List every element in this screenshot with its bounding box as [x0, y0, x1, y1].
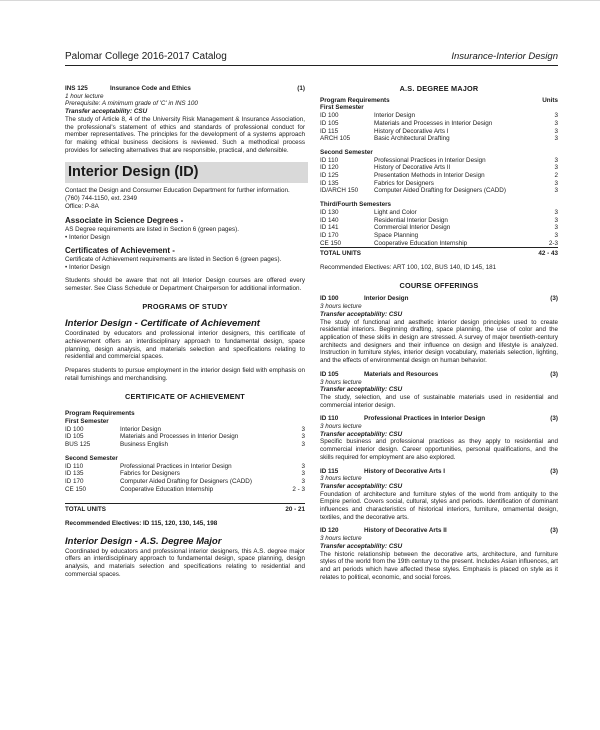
requirements-label: Program Requirements [65, 410, 135, 418]
recommended-electives: Recommended Electives: ID 115, 120, 130, 145, 198 [65, 520, 218, 528]
table-row: ID 170 Computer Aided Drafting for Designers (CADD) 3 [65, 477, 305, 485]
table-row: ID 135 Fabrics for Designers 3 [65, 470, 305, 478]
course-transfer: Transfer acceptability: CSU [320, 482, 403, 490]
recommended-electives: Recommended Electives: ART 100, 102, BUS 140, ID 145, 181 [320, 264, 497, 272]
course-heading-id110: ID 110 Professional Practices in Interior Design (3) [320, 415, 558, 423]
units-label: Units [542, 96, 558, 104]
table-row: ID 115 History of Decorative Arts I 3 [320, 127, 558, 135]
table-row: ID 105 Materials and Processes in Interior Design 3 [320, 119, 558, 127]
programs-heading: PROGRAMS OF STUDY [142, 301, 228, 311]
table-row: BUS 125 Business English 3 [65, 441, 305, 449]
department-contact: Contact the Design and Consumer Education Department for further information. [65, 187, 290, 195]
course-hours: 3 hours lecture [320, 423, 362, 431]
course-description: The study of Article 8, 4 of the University Risk Management & Insurance Association, the professional's statement of ethics and standards of professional conduct for member representatives. The principles for the development of a systems approach for making ethical business decisions is reviewed. Such a methodical process provides for selecting alternatives that are responsible, practical, and defensible. [65, 115, 305, 154]
total-units-label: TOTAL UNITS [65, 506, 106, 514]
course-hours: 3 hours lecture [320, 475, 362, 483]
department-note: Students should be aware that not all Interior Design courses are offered every semester. See Class Schedule or Department Chairperson for additional information. [65, 277, 305, 292]
table-row: ID 170 Space Planning 3 [320, 231, 558, 239]
total-units-row [320, 247, 558, 258]
table-row: ID 140 Residential Interior Design 3 [320, 216, 558, 224]
second-semester-label: Second Semester [320, 148, 373, 156]
course-transfer: Transfer acceptability: CSU [320, 386, 403, 394]
third-fourth-semester-label: Third/Fourth Semesters [320, 201, 392, 209]
course-heading-id120: ID 120 History of Decorative Arts II (3) [320, 527, 558, 535]
course-hours: 3 hours lecture [320, 378, 362, 386]
course-title: Insurance Code and Ethics [110, 85, 191, 92]
course-heading-id115: ID 115 History of Decorative Arts I (3) [320, 467, 558, 475]
section-title: Insurance-Interior Design [451, 51, 558, 62]
requirements-header [320, 97, 558, 105]
table-row: ID 105 Materials and Processes in Interior Design 3 [65, 433, 305, 441]
course-transfer: Transfer acceptability: CSU [320, 310, 403, 318]
course-code: INS 125 [65, 85, 88, 92]
total-units-value: 42 - 43 [538, 250, 558, 258]
as-degree-major-heading: A.S. DEGREE MAJOR [399, 84, 479, 93]
course-offerings-heading: COURSE OFFERINGS [399, 280, 479, 290]
second-semester-label: Second Semester [65, 454, 118, 462]
course-transfer: Transfer acceptability: CSU [320, 542, 403, 550]
department-phone: (760) 744-1150, ext. 2349 [65, 195, 137, 203]
course-description: Specific business and professional practices as they apply to residential and commercial interior design. Career opportunities, personal qualifications, and the skills required for employment are also explored. [320, 438, 558, 461]
table-row: CE 150 Cooperative Education Internship 2 - 3 [65, 485, 305, 493]
course-heading-ins125 [65, 85, 305, 93]
requirements-label: Program Requirements [320, 96, 390, 104]
certificate-bullet: • Interior Design [65, 263, 110, 271]
certificate-of-achievement-heading: CERTIFICATE OF ACHIEVEMENT [125, 391, 245, 401]
first-semester-label: First Semester [65, 417, 109, 425]
course-description: The study of functional and aesthetic interior design principles used to create residential interiors. Beginning drafting, space planning, the use of color and the application of these skills in design are stressed. A survey of major twentieth-century architects and designers and their influence on design and lifestyle is analyzed. Instruction in furniture styles, interior design vocabulary, materials selection, lighting, and the effects of environmental design on human behavior. [320, 318, 558, 365]
table-row: ID 120 History of Decorative Arts II 3 [320, 164, 558, 172]
course-hours: 3 hours lecture [320, 535, 362, 543]
certificate-description: Coordinated by educators and professional interior designers, this certificate of achievement offers an interdisciplinary approach to fundamental design, space planning, design analysis, and materials selection and specifications relating to residential and commercial spaces. [65, 330, 305, 361]
table-row: ARCH 105 Basic Architectural Drafting 3 [320, 135, 558, 143]
certificate-title: Interior Design - Certificate of Achievement [65, 318, 260, 330]
table-row: ID 100 Interior Design 3 [320, 112, 558, 120]
department-office: Office: P-8A [65, 202, 99, 210]
table-row: ID 141 Commercial Interior Design 3 [320, 224, 558, 232]
table-row: ID/ARCH 150 Computer Aided Drafting for Designers (CADD) 3 [320, 187, 558, 195]
department-banner: Interior Design (ID) [65, 162, 308, 183]
certificate-text: Certificate of Achievement requirements are listed in Section 6 (green pages). [65, 255, 282, 263]
course-heading-id100: ID 100 Interior Design (3) [320, 295, 558, 303]
course-description: Foundation of architecture and furniture styles of the world from antiquity to the Empire period. Covers social, cultural, styles and periods. Identification of dominant influences and characteristics of historical interiors, furniture, ornamental design, textiles, and the decorative arts. [320, 490, 558, 521]
table-row: ID 125 Presentation Methods in Interior Design 2 [320, 172, 558, 180]
table-row: CE 150 Cooperative Education Internship 2-3 [320, 239, 558, 247]
table-row: ID 130 Light and Color 3 [320, 208, 558, 216]
certificate-prepares: Prepares students to pursue employment in the interior design field with emphasis on retail furnishings and merchandising. [65, 367, 305, 382]
associate-bullet: • Interior Design [65, 234, 110, 242]
table-row: ID 135 Fabrics for Designers 3 [320, 179, 558, 187]
as-degree-description: Coordinated by educators and professional interior designers, this A.S. degree major offers an interdisciplinary approach to fundamental design, space planning, design analysis, and materials selection and specifications relating to residential and commercial spaces. [65, 547, 305, 578]
table-row: ID 110 Professional Practices in Interior Design 3 [320, 156, 558, 164]
associate-text: AS Degree requirements are listed in Section 6 (green pages). [65, 226, 239, 234]
certificate-heading: Certificates of Achievement - [65, 245, 175, 255]
total-units-label: TOTAL UNITS [320, 250, 361, 258]
course-heading-id105: ID 105 Materials and Resources (3) [320, 370, 558, 378]
course-description: The study, selection, and use of sustainable materials used in residential and commercial interior design. [320, 393, 558, 409]
course-transfer: Transfer acceptability: CSU [320, 430, 403, 438]
course-hours: 1 hour lecture [65, 92, 104, 100]
right-column [320, 85, 558, 581]
course-hours: 3 hours lecture [320, 303, 362, 311]
as-degree-title: Interior Design - A.S. Degree Major [65, 535, 222, 547]
course-transfer: Transfer acceptability: CSU [65, 108, 148, 116]
total-units-value: 20 - 21 [285, 506, 305, 514]
table-row: ID 110 Professional Practices in Interior Design 3 [65, 462, 305, 470]
catalog-title: Palomar College 2016-2017 Catalog [65, 51, 227, 62]
header-rule [65, 65, 558, 66]
course-prerequisite: Prerequisite: A minimum grade of 'C' in INS 100 [65, 100, 198, 108]
associate-heading: Associate in Science Degrees - [65, 216, 184, 226]
course-description: The historic relationship between the decorative arts, architecture, and furniture styles of the world from the 19th century to the present. Includes Asian influences, art and art periods which have affected these styles. Emphasis is placed on style as it relates to political, economic, and social forces. [320, 550, 558, 581]
total-units-row [65, 503, 305, 514]
table-row: ID 100 Interior Design 3 [65, 425, 305, 433]
left-column [65, 85, 305, 579]
first-semester-label: First Semester [320, 104, 364, 112]
course-units: (1) [297, 85, 305, 92]
